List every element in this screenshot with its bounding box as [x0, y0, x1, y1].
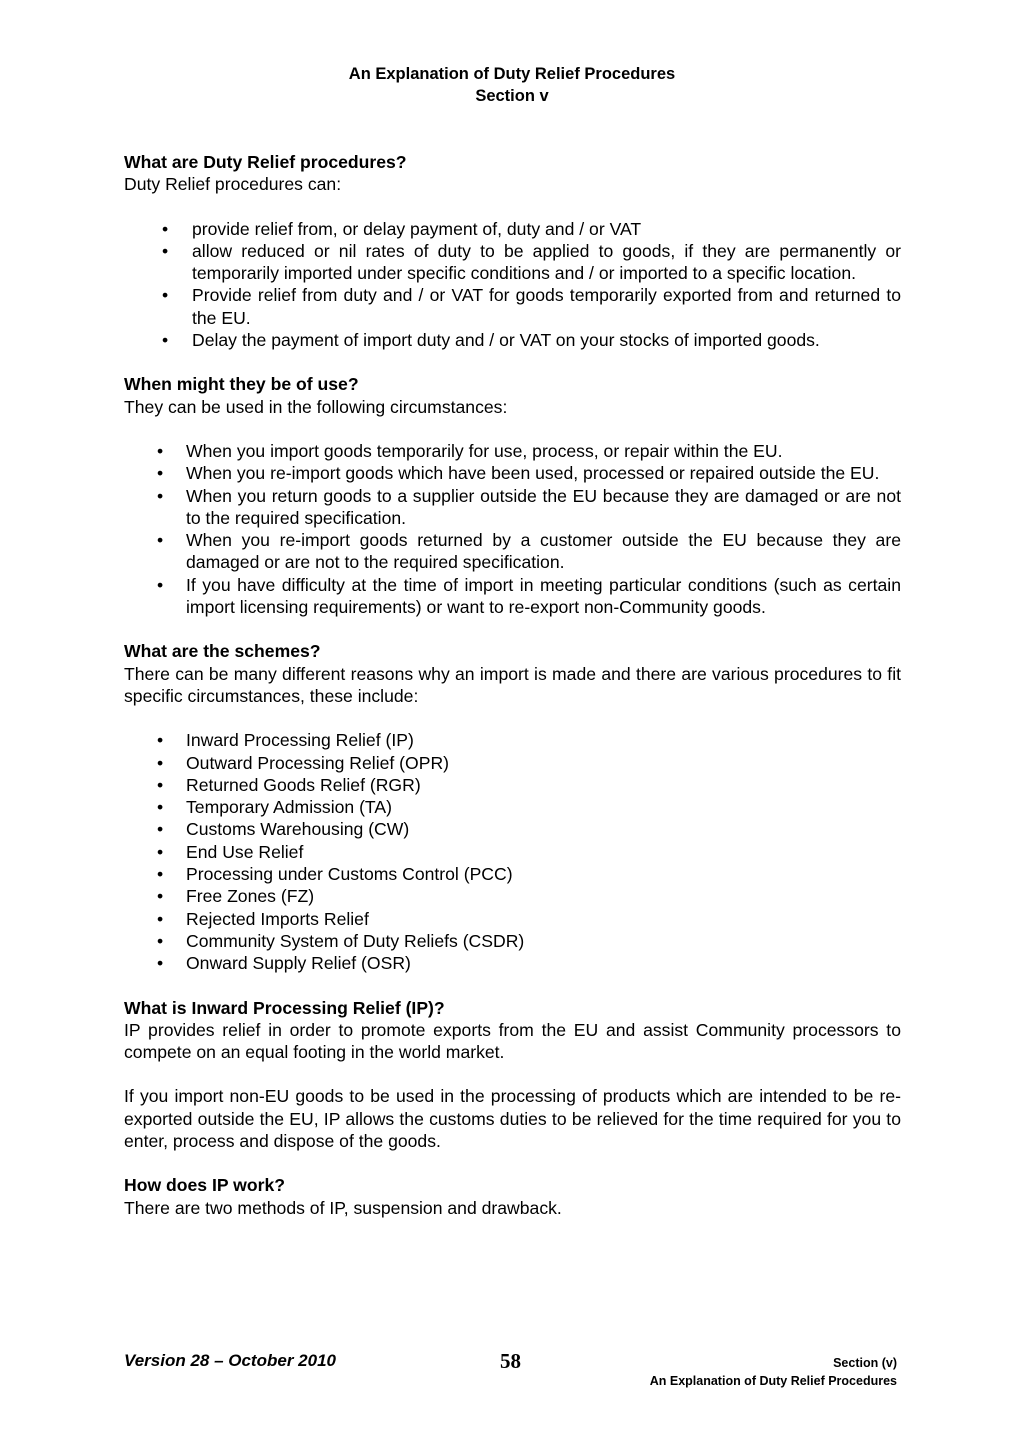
list-item: • When you re-import goods returned by a customer outside the EU because they are damaged or are not to the required specification.	[157, 530, 901, 573]
list-item: • When you re-import goods which have been used, processed or repaired outside the EU.	[157, 463, 880, 484]
list-item: • End Use Relief	[157, 841, 304, 862]
list-item: • When you import goods temporarily for use, process, or repair within the EU.	[157, 440, 783, 461]
section-intro: They can be used in the following circumstances:	[124, 396, 508, 417]
section-heading: What are Duty Relief procedures?	[124, 152, 407, 172]
list-item: • Inward Processing Relief (IP)	[157, 730, 414, 751]
section-heading: What are the schemes?	[124, 641, 321, 662]
list-item: • Returned Goods Relief (RGR)	[157, 774, 421, 795]
footer-section-label: Section (v)	[833, 1356, 897, 1370]
document-body	[124, 151, 901, 1219]
bullet-icon: •	[157, 930, 164, 951]
paragraph: There are two methods of IP, suspension and drawback.	[124, 1197, 562, 1218]
bullet-icon: •	[157, 463, 164, 484]
bullet-icon: •	[157, 730, 164, 751]
bullet-icon: •	[162, 218, 169, 239]
footer-section-info	[650, 1354, 897, 1390]
section-heading: How does IP work?	[124, 1175, 285, 1196]
section-label: Section v	[475, 87, 549, 105]
section-intro: Duty Relief procedures can:	[124, 174, 342, 195]
section-heading: When might they be of use?	[124, 374, 359, 395]
paragraph: If you import non-EU goods to be used in the processing of products which are intended to be re-exported outside the EU, IP allows the customs duties to be relieved for the time required for you to enter, process and dispose of the goods.	[124, 1086, 901, 1151]
bullet-icon: •	[162, 330, 169, 351]
bullet-icon: •	[162, 285, 169, 306]
bullet-icon: •	[157, 774, 164, 795]
bullet-list	[124, 218, 901, 352]
section-heading: What is Inward Processing Relief (IP)?	[124, 997, 445, 1018]
bullet-icon: •	[157, 440, 164, 461]
list-item: • Temporary Admission (TA)	[157, 797, 392, 818]
bullet-icon: •	[157, 485, 164, 506]
page-header	[0, 63, 1024, 107]
section-intro: There can be many different reasons why an import is made and there are various procedures to fit specific circumstances, these include:	[124, 663, 901, 706]
bullet-icon: •	[157, 953, 164, 974]
list-item: • Outward Processing Relief (OPR)	[157, 752, 450, 773]
bullet-icon: •	[162, 240, 169, 261]
footer-version: Version 28 – October 2010	[124, 1351, 336, 1370]
bullet-list	[124, 729, 901, 974]
list-item: • Processing under Customs Control (PCC)	[157, 864, 513, 885]
list-item: • Community System of Duty Reliefs (CSDR)	[157, 930, 525, 951]
bullet-icon: •	[157, 908, 164, 929]
bullet-icon: •	[157, 841, 164, 862]
list-item: • If you have difficulty at the time of import in meeting particular conditions (such as certain import licensing requirements) or want to re-export non-Community goods.	[157, 574, 901, 618]
bullet-icon: •	[157, 819, 164, 840]
bullet-icon: •	[157, 886, 164, 907]
footer-doc-title: An Explanation of Duty Relief Procedures	[649, 1374, 897, 1388]
list-item: • Rejected Imports Relief	[157, 908, 369, 929]
list-item: • allow reduced or nil rates of duty to be applied to goods, if they are permanently or temporarily imported under specific conditions and / or imported to a specific location.	[162, 240, 901, 284]
list-item: • provide relief from, or delay payment of, duty and / or VAT	[162, 218, 642, 239]
bullet-list	[124, 440, 901, 618]
list-item: • Provide relief from duty and / or VAT for goods temporarily exported from and returned to the EU.	[162, 285, 901, 328]
list-item: • When you return goods to a supplier outside the EU because they are damaged or are not to the required specification.	[157, 485, 901, 528]
paragraph: IP provides relief in order to promote exports from the EU and assist Community processors to compete on an equal footing in the world market.	[124, 1019, 901, 1063]
bullet-icon: •	[157, 797, 164, 818]
bullet-icon: •	[157, 574, 164, 595]
list-item: • Customs Warehousing (CW)	[157, 819, 410, 840]
list-item: • Free Zones (FZ)	[157, 886, 315, 907]
bullet-icon: •	[157, 752, 164, 773]
list-item: • Onward Supply Relief (OSR)	[157, 953, 411, 974]
bullet-icon: •	[157, 530, 164, 551]
page-number: 58	[500, 1349, 521, 1373]
bullet-icon: •	[157, 864, 164, 885]
list-item: • Delay the payment of import duty and / or VAT on your stocks of imported goods.	[162, 330, 820, 351]
document-title: An Explanation of Duty Relief Procedures	[348, 65, 676, 83]
